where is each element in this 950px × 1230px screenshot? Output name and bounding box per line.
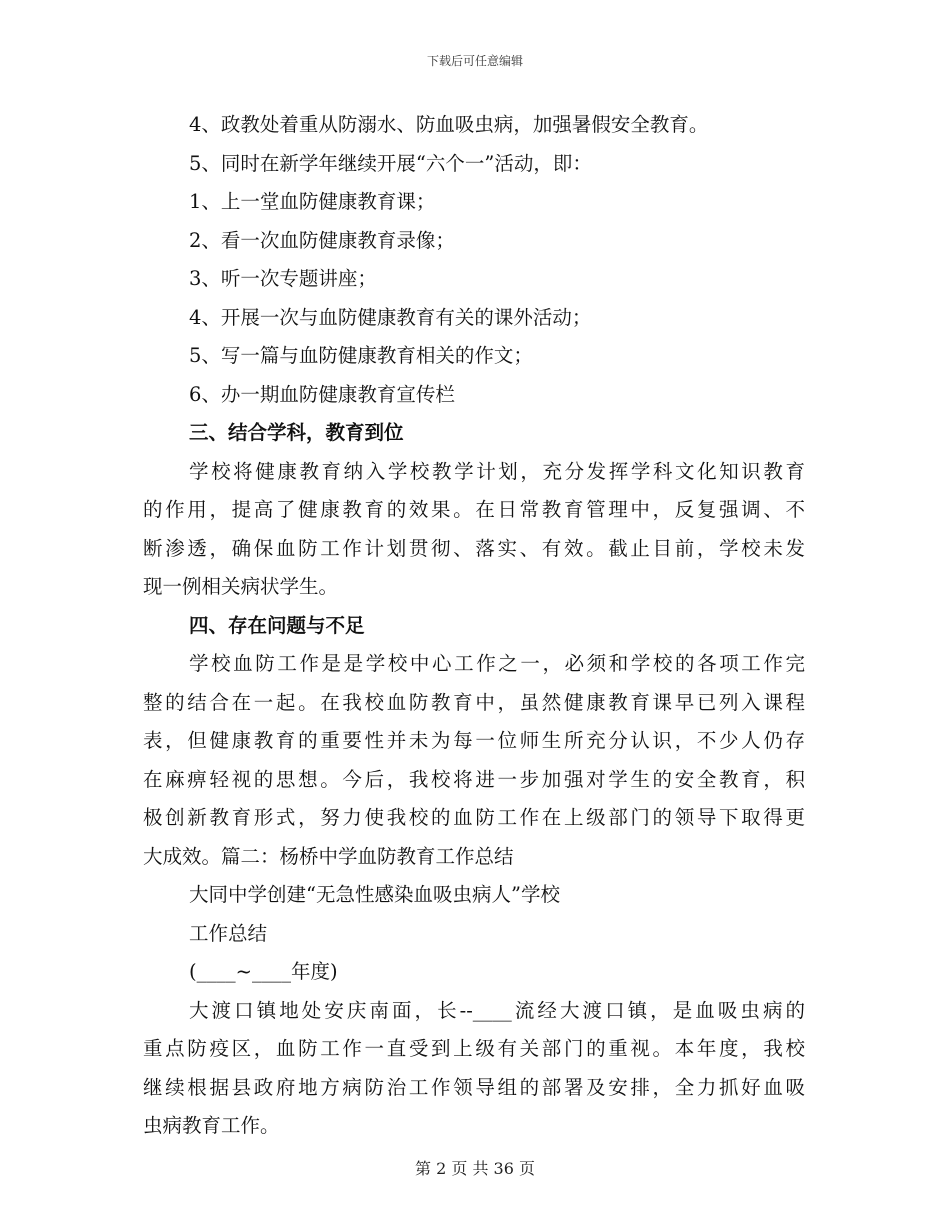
text-line: 现一例相关病状学生。 [143,575,339,598]
page-footer: 第 2 页 共 36 页 [415,1159,535,1178]
text-line: 2、看一次血防健康教育录像； [189,228,455,252]
text-line: 学校血防工作是是学校中心工作之一，必须和学校的各项工作完 [189,652,805,675]
text-line: 3、听一次专题讲座； [189,267,377,290]
text-line: 大渡口镇地处安庆南面，长--____流经大渡口镇，是血吸虫病的 [189,998,805,1022]
text-line: 虫病教育工作。 [143,1114,280,1137]
section-heading: 四、存在问题与不足 [189,613,365,637]
text-line: 工作总结 [189,921,268,945]
text-line: 重点防疫区，血防工作一直受到上级有关部门的重视。本年度，我校 [143,1037,805,1060]
text-line: 5、写一篇与血防健康教育相关的作文； [189,344,533,367]
text-line: 6、办一期血防健康教育宣传栏 [189,382,455,406]
text-line: 1、上一堂血防健康教育课； [189,190,436,213]
text-line: 断渗透，确保血防工作计划贯彻、落实、有效。截止目前，学校未发 [143,536,805,560]
document-body [143,106,805,1146]
text-line: 在麻痹轻视的思想。今后，我校将进一步加强对学生的安全教育，积 [143,767,805,791]
text-line: (____~____年度) [189,960,338,983]
text-line: 的作用，提高了健康教育的效果。在日常教育管理中，反复强调、不 [143,498,805,521]
text-line: 整的结合在一起。在我校血防教育中，虽然健康教育课早已列入课程 [143,690,805,714]
text-line: 4、开展一次与血防健康教育有关的课外活动； [189,305,592,329]
section-heading: 三、结合学科，教育到位 [189,421,404,444]
text-line: 5、同时在新学年继续开展“六个一”活动，即： [189,151,592,175]
text-line: 极创新教育形式，努力使我校的血防工作在上级部门的领导下取得更 [143,806,805,829]
text-line: 表，但健康教育的重要性并未为每一位师生所充分认识，不少人仍存 [143,729,805,752]
text-line: 4、政教处着重从防溺水、防血吸虫病，加强暑假安全教育。 [189,113,709,136]
page-header: 下载后可任意编辑 [426,54,523,68]
text-line: 学校将健康教育纳入学校教学计划，充分发挥学科文化知识教育 [189,459,805,483]
text-line: 大成效。篇二：杨桥中学血防教育工作总结 [143,844,514,868]
text-line: 大同中学创建“无急性感染血吸虫病人”学校 [189,883,560,906]
text-line: 继续根据县政府地方病防治工作领导组的部署及安排，全力抓好血吸 [143,1075,805,1099]
